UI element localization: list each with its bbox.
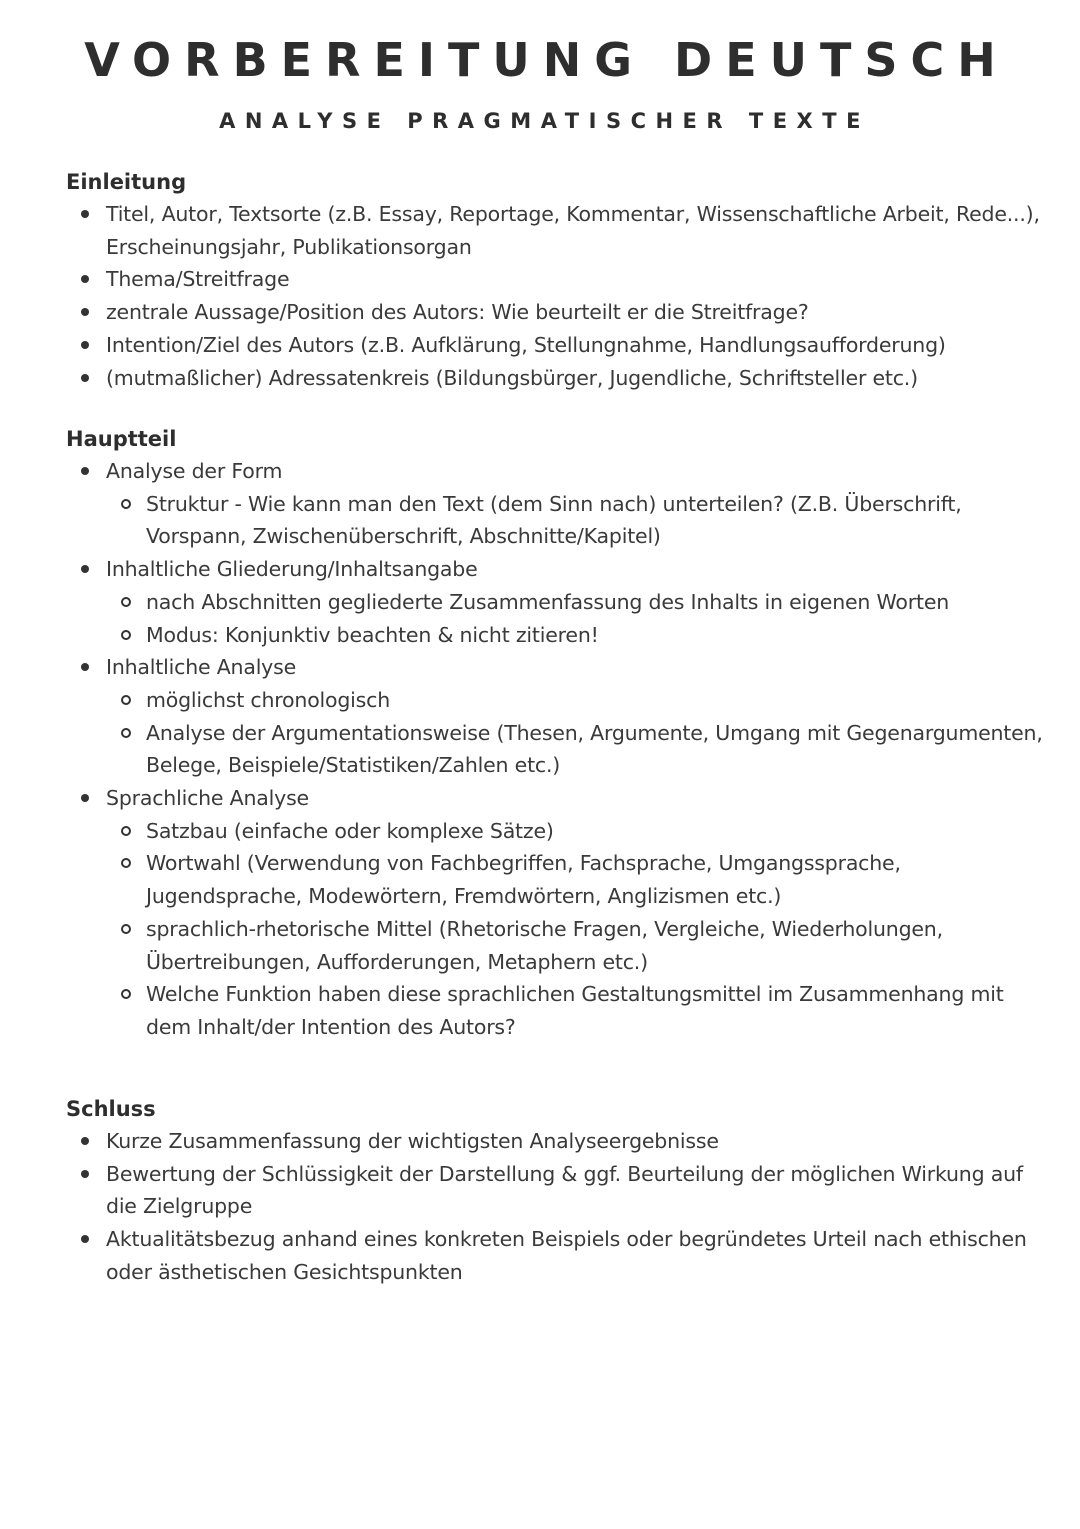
sub-list-item: [106, 586, 1046, 619]
bullet-list: [66, 198, 1046, 394]
bullet-icon: [81, 565, 89, 573]
bullet-icon: [81, 467, 89, 475]
list-item: [66, 1158, 1046, 1223]
list-item: [66, 296, 1046, 329]
list-item-text: Intention/Ziel des Autors (z.B. Aufklärung, Stellungnahme, Handlungsaufforderung): [106, 332, 946, 357]
list-item: [66, 782, 1046, 1044]
bullet-icon: [81, 374, 89, 382]
sub-list-item-text: nach Abschnitten gegliederte Zusammenfassung des Inhalts in eigenen Worten: [146, 589, 950, 614]
circle-bullet-icon: [121, 630, 131, 640]
section-einleitung: [66, 166, 1046, 394]
list-item-text: (mutmaßlicher) Adressatenkreis (Bildungsbürger, Jugendliche, Schriftsteller etc.): [106, 365, 918, 390]
sub-list-item-text: Welche Funktion haben diese sprachlichen Gestaltungsmittel im Zusammenhang mit dem Inhalt/der Intention des Autors?: [146, 982, 1004, 1039]
sub-list-item: [106, 978, 1046, 1043]
sub-list: [106, 488, 1046, 553]
list-item: [66, 263, 1046, 296]
bullet-list: [66, 1125, 1046, 1289]
circle-bullet-icon: [121, 728, 131, 738]
circle-bullet-icon: [121, 695, 131, 705]
sub-list: [106, 684, 1046, 782]
list-item: [66, 198, 1046, 263]
page-subtitle: ANALYSE PRAGMATISCHER TEXTE: [219, 109, 870, 133]
circle-bullet-icon: [121, 597, 131, 607]
list-item-text: Kurze Zusammenfassung der wichtigsten Analyseergebnisse: [106, 1129, 719, 1153]
section-heading: Hauptteil: [66, 427, 177, 451]
sub-list-item: [106, 913, 1046, 978]
sub-list-item: [106, 488, 1046, 553]
list-item-text: Inhaltliche Gliederung/Inhaltsangabe: [106, 557, 478, 582]
list-item-text: Thema/Streitfrage: [106, 267, 290, 292]
bullet-icon: [81, 341, 89, 349]
sub-list-item-text: Wortwahl (Verwendung von Fachbegriffen, Fachsprache, Umgangssprache, Jugendsprache, Modewörtern, Fremdwörtern, Anglizismen etc.): [146, 851, 901, 909]
sub-list-item-text: Struktur - Wie kann man den Text (dem Sinn nach) unterteilen? (Z.B. Überschrift, Vorspann, Zwischenüberschrift, Abschnitte/Kapitel): [146, 491, 962, 549]
list-item-text: Aktualitätsbezug anhand eines konkreten Beispiels oder begründetes Urteil nach ethischen oder ästhetischen Gesichtspunkten: [106, 1227, 1027, 1284]
list-item-text: zentrale Aussage/Position des Autors: Wie beurteilt er die Streitfrage?: [106, 300, 809, 325]
list-item-text: Inhaltliche Analyse: [106, 655, 297, 680]
list-item: [66, 1125, 1046, 1158]
bullet-icon: [81, 1137, 89, 1145]
list-item: [66, 329, 1046, 362]
bullet-icon: [81, 663, 89, 671]
bullet-icon: [81, 794, 89, 802]
page-title: VORBEREITUNG DEUTSCH: [84, 33, 1009, 87]
list-item: [66, 455, 1046, 553]
sub-list-item-text: Satzbau (einfache oder komplexe Sätze): [146, 818, 554, 843]
circle-bullet-icon: [121, 858, 131, 868]
sub-list-item-text: sprachlich-rhetorische Mittel (Rhetorische Fragen, Vergleiche, Wiederholungen, Übertreibungen, Aufforderungen, Metaphern etc.): [146, 916, 943, 974]
list-item-text: Titel, Autor, Textsorte (z.B. Essay, Reportage, Kommentar, Wissenschaftliche Arbeit, Rede...), Erscheinungsjahr, Publikationsorgan: [106, 202, 1040, 259]
sub-list-item: [106, 717, 1046, 782]
sub-list-item-text: Modus: Konjunktiv beachten & nicht zitieren!: [146, 622, 599, 647]
sub-list-item: [106, 619, 1046, 652]
sub-list-item: [106, 847, 1046, 912]
section-hauptteil: [66, 423, 1046, 1044]
bullet-icon: [81, 1170, 89, 1178]
bullet-list: [66, 455, 1046, 1044]
sub-list-item-text: möglichst chronologisch: [146, 687, 391, 712]
section-heading: Einleitung: [66, 170, 187, 194]
list-item: [66, 553, 1046, 651]
bullet-icon: [81, 1235, 89, 1243]
list-item: [66, 651, 1046, 782]
list-item-text: Sprachliche Analyse: [106, 786, 309, 811]
sub-list: [106, 586, 1046, 651]
bullet-icon: [81, 275, 89, 283]
sub-list-item-text: Analyse der Argumentationsweise (Thesen, Argumente, Umgang mit Gegenargumenten, Belege, Beispiele/Statistiken/Zahlen etc.): [146, 720, 1043, 778]
circle-bullet-icon: [121, 989, 131, 999]
list-item: [66, 1223, 1046, 1288]
circle-bullet-icon: [121, 924, 131, 934]
sub-list: [106, 815, 1046, 1044]
list-item-text: Bewertung der Schlüssigkeit der Darstellung & ggf. Beurteilung der möglichen Wirkung auf die Zielgruppe: [106, 1161, 1023, 1219]
circle-bullet-icon: [121, 499, 131, 509]
section-heading: Schluss: [66, 1097, 156, 1121]
section-schluss: [66, 1093, 1046, 1289]
circle-bullet-icon: [121, 826, 131, 836]
sub-list-item: [106, 815, 1046, 848]
bullet-icon: [81, 308, 89, 316]
list-item-text: Analyse der Form: [106, 459, 283, 483]
list-item: [66, 362, 1046, 395]
bullet-icon: [81, 210, 89, 218]
sub-list-item: [106, 684, 1046, 717]
